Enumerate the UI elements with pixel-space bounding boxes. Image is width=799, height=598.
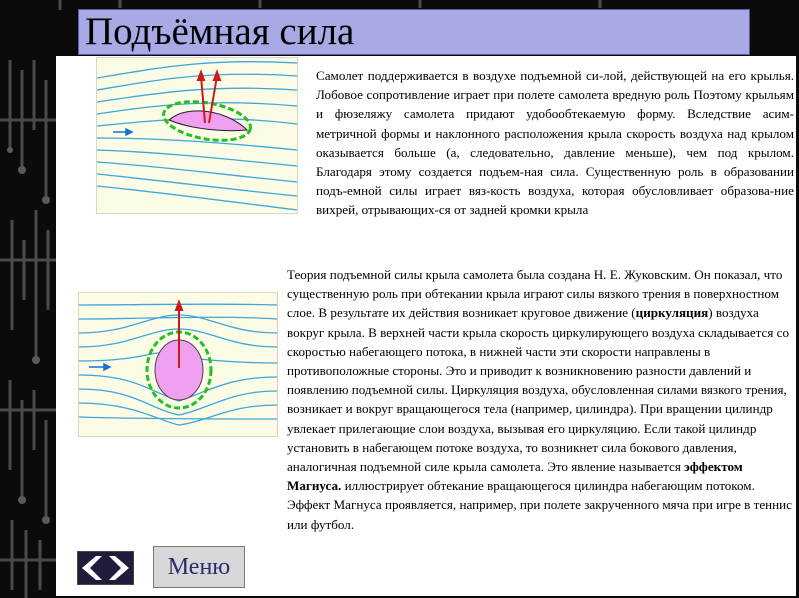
page-title: Подъёмная сила [85,10,355,53]
paragraph-wing-lift: Самолет поддерживается в воздухе подъемной си-лой, действующей на его крылья. Лобовое сопротивление играет при полете самолета вредную роль Поэтому крыльям и фюзеляжу самолета придают удобообтекаемую форму. Вследствие асим-метричной формы и наклонного расположения крыла скорость воздуха над крылом оказывается больше (а, следовательно, давление меньше), чем под крылом. Благодаря этому создается подъем-ная сила. Существенную роль в образовании подъ-емной силы играет вяз-кость воздуха, которая обусловливает образова-ние вихрей, отрывающих-ся от задней кромки крыла [316,68,794,218]
velocity-arrow-icon [113,129,132,135]
wing-shape [169,111,247,131]
title-bar [78,9,750,55]
velocity-arrow-icon [89,364,110,370]
cylinder-magnus-diagram [78,292,278,437]
menu-button[interactable]: Меню [153,546,245,588]
term-circulation: циркуляция [635,305,709,321]
nav-arrows-icon [78,552,133,584]
term-magnus-effect: эффектом Магнуса. [287,459,743,494]
paragraph-zhukovsky-theory: Теория подъемной силы крыла самолета была создана Н. Е. Жуковским. Он показал, что существенную роль при обтекании крыла играют силы вязкого трения в поверхностном слое. В результате их действия возникает круговое движение (циркуляция) воздуха вокруг крыла. В верхней части крыла скорость циркулирующего воздуха складывается со скоростью набегающего потока, в нижней части эти скорости направлены в противоположные стороны. Это и приводит к возникновению разности давлений и появлению подъемной силы. Циркуляция воздуха, обусловленная силами вязкого трения, возникает и вокруг вращающегося тела (например, цилиндра). При вращении цилиндр увлекает прилегающие слои воздуха, вызывая его циркуляцию. Если такой цилиндр установить в набегающем потоке воздуха, то возникнет сила бокового давления, аналогичная подъемной силе крыла самолета. Это явление называется эффектом Магнуса. иллюстрирует обтекание вращающегося цилиндра набегающим потоком. Эффект Магнуса проявляется, например, при полете закрученного мяча при игре в теннис или футбол. [287,267,792,532]
wing-airflow-diagram [96,57,298,214]
nav-prev-next-button[interactable] [77,551,134,585]
